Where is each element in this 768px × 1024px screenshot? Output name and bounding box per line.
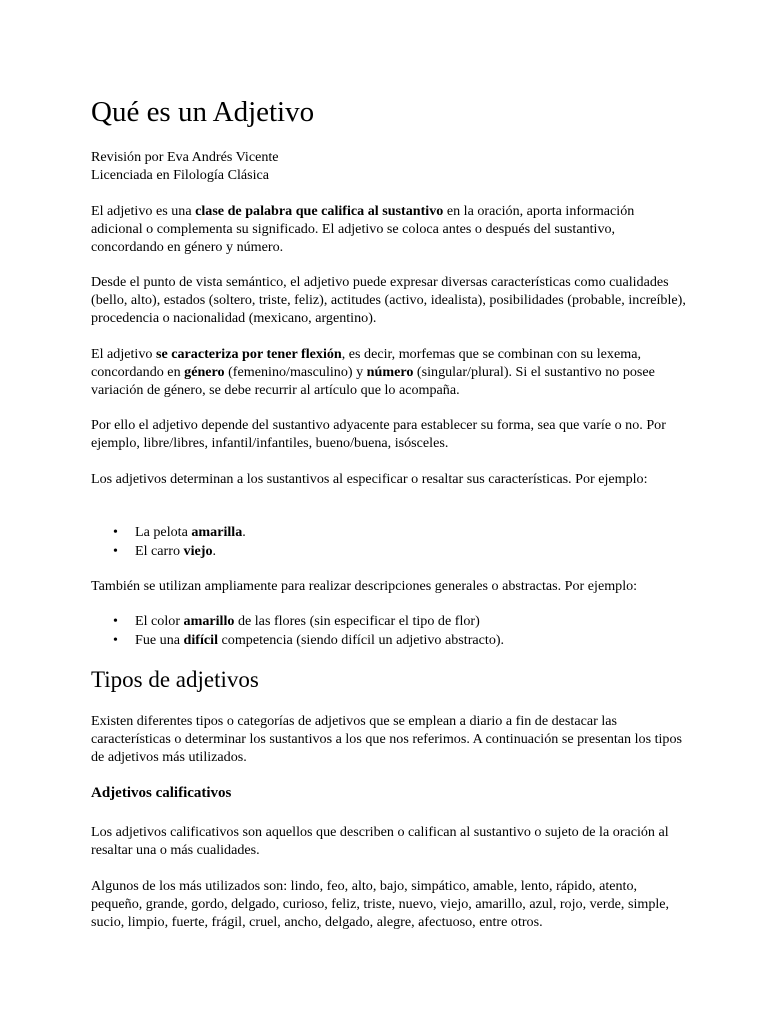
text: La pelota	[135, 524, 192, 540]
paragraph-flexion	[91, 345, 689, 399]
bullet-icon: •	[113, 632, 118, 648]
bullet-icon: •	[113, 543, 118, 559]
paragraph-determine: Los adjetivos determinan a los sustantivos al especificar o resaltar sus características. Por ejemplo:	[91, 471, 648, 487]
bold-text: viejo	[183, 543, 213, 559]
text: El adjetivo es una	[91, 203, 196, 219]
bold-text: número	[366, 364, 414, 380]
text: competencia (siendo difícil un adjetivo abstracto).	[218, 632, 505, 648]
list-item	[91, 542, 246, 561]
text: , es decir, morfemas que se combinan con su lexema, concordando en	[91, 346, 641, 380]
bold-text: difícil	[183, 632, 218, 648]
author-credential: Licenciada en Filología Clásica	[91, 167, 270, 183]
author-info	[91, 148, 689, 184]
example-list-2	[91, 612, 504, 650]
text: .	[242, 524, 246, 540]
list-item	[91, 631, 504, 650]
text: El adjetivo	[91, 346, 156, 362]
paragraph-dependence: Por ello el adjetivo depende del sustantivo adyacente para establecer su forma, sea que varíe o no. Por ejemplo, libre/libres, infantil/infantiles, bueno/buena, isósceles.	[91, 417, 666, 451]
paragraph-types-intro: Existen diferentes tipos o categorías de adjetivos que se emplean a diario a fin de destacar las características o determinar los sustantivos a los que nos referimos. A continuación se presentan los tipos de adjetivos más utilizados.	[91, 713, 683, 765]
bold-text: clase de palabra que califica al sustantivo	[195, 203, 444, 219]
bold-text: se caracteriza por tener flexión	[155, 346, 342, 362]
section-heading: Tipos de adjetivos	[91, 667, 259, 692]
text: (femenino/masculino) y	[224, 364, 367, 380]
paragraph-calificativos: Los adjetivos calificativos son aquellos que describen o califican al sustantivo o sujeto de la oración al resaltar una o más cualidades.	[91, 824, 669, 858]
text: El carro	[135, 543, 184, 559]
example-list-1	[91, 523, 246, 561]
bullet-icon: •	[113, 524, 118, 540]
text: de las flores (sin especificar el tipo de flor)	[234, 613, 480, 629]
list-item	[91, 612, 504, 631]
paragraph-definition	[91, 202, 689, 256]
subsection-heading: Adjetivos calificativos	[91, 785, 232, 801]
text: El color	[135, 613, 184, 629]
bullet-icon: •	[113, 613, 118, 629]
text: Fue una	[135, 632, 184, 648]
bold-text: amarillo	[183, 613, 235, 629]
paragraph-abstract: También se utilizan ampliamente para realizar descripciones generales o abstractas. Por ejemplo:	[91, 578, 638, 594]
author-name: Revisión por Eva Andrés Vicente	[91, 149, 279, 165]
text: en la oración, aporta información adicional o complementa su significado. El adjetivo se coloca antes o después del sustantivo, concordando en género y número.	[91, 203, 635, 255]
list-item	[91, 523, 246, 542]
text: (singular/plural). Si el sustantivo no posee variación de género, se debe recurrir al artículo que lo acompaña.	[91, 364, 655, 398]
page-title: Qué es un Adjetivo	[91, 96, 315, 128]
bold-text: amarilla	[191, 524, 243, 540]
paragraph-semantics: Desde el punto de vista semántico, el adjetivo puede expresar diversas características como cualidades (bello, alto), estados (soltero, triste, feliz), actitudes (activo, idealista), posibilidades (probable, increíble), procedencia o nacionalidad (mexicano, argentino).	[91, 274, 686, 326]
bold-text: género	[184, 364, 225, 380]
text: .	[212, 543, 217, 559]
paragraph-examples: Algunos de los más utilizados son: lindo, feo, alto, bajo, simpático, amable, lento, rápido, atento, pequeño, grande, gordo, delgado, curioso, feliz, triste, nuevo, viejo, amarillo, azul, rojo, verde, simple, sucio, limpio, fuerte, frágil, cruel, ancho, delgado, alegre, afectuoso, entre otros.	[91, 878, 670, 930]
